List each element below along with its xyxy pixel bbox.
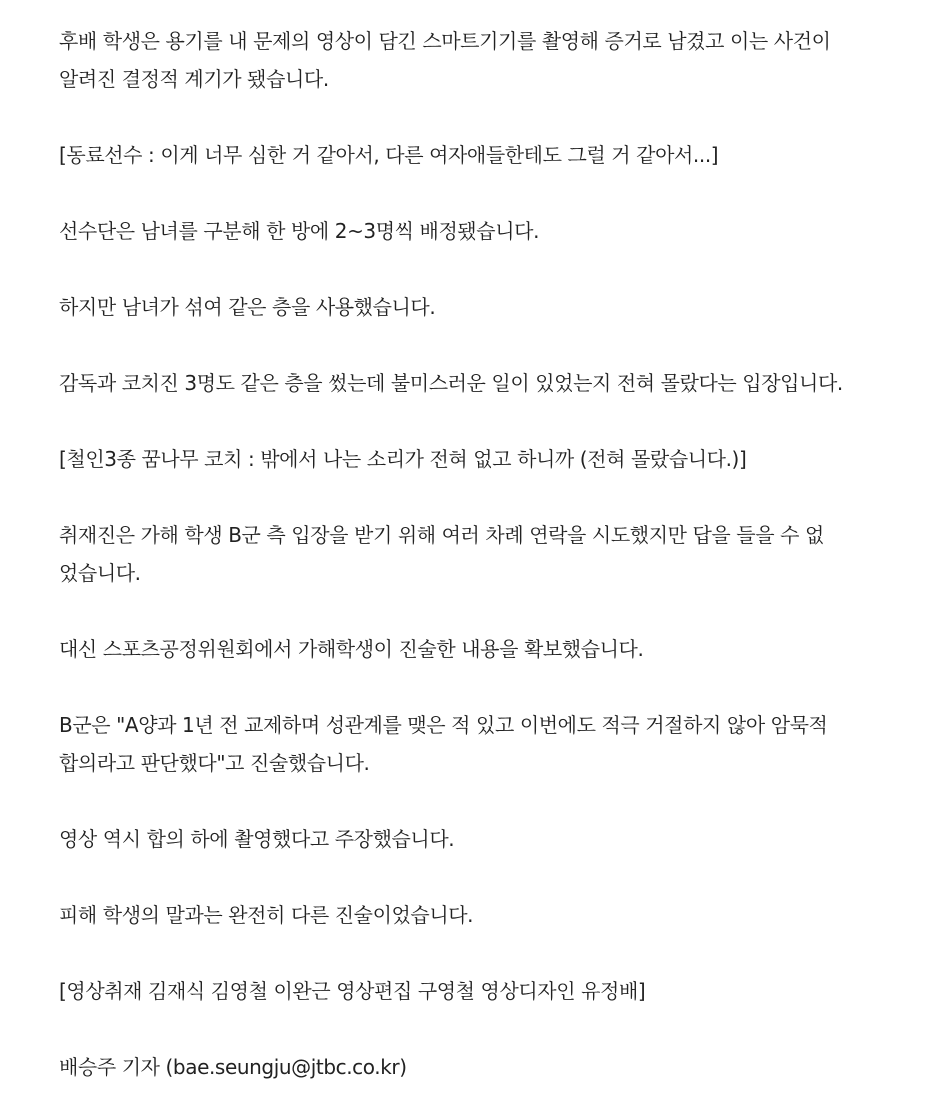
paragraph-line: [철인3종 꿈나무 코치 : 밖에서 나는 소리가 전혀 없고 하니까 (전혀 몰랐습니다.)] [59, 447, 747, 471]
paragraph-line: [영상취재 김재식 김영철 이완근 영상편집 구영철 영상디자인 유정배] [59, 979, 646, 1003]
paragraph-line: 피해 학생의 말과는 완전히 다른 진술이었습니다. [59, 903, 474, 927]
paragraph-line: 하지만 남녀가 섞여 같은 층을 사용했습니다. [59, 295, 436, 319]
paragraph-line: 대신 스포츠공정위원회에서 가해학생이 진술한 내용을 확보했습니다. [59, 637, 644, 661]
paragraph-line: 감독과 코치진 3명도 같은 층을 썼는데 불미스러운 일이 있었는지 전혀 몰랐다는 입장입니다. [59, 371, 843, 395]
paragraph-gap [59, 858, 909, 896]
paragraph-video-claim [59, 820, 909, 858]
paragraph-line: 선수단은 남녀를 구분해 한 방에 2~3명씩 배정됐습니다. [59, 219, 540, 243]
quote-teammate [59, 136, 909, 174]
paragraph-line: [동료선수 : 이게 너무 심한 거 같아서, 다른 여자애들한테도 그럴 거 같아서...] [59, 143, 719, 167]
paragraph-evidence [59, 22, 909, 98]
paragraph-gap [59, 98, 909, 136]
paragraph-line: B군은 "A양과 1년 전 교제하며 성관계를 맺은 적 있고 이번에도 적극 거절하지 않아 암묵적 [59, 713, 828, 737]
byline-text: 배승주 기자 (bae.seungju@jtbc.co.kr) [59, 1055, 407, 1079]
paragraph-line: 후배 학생은 용기를 내 문제의 영상이 담긴 스마트기기를 촬영해 증거로 남겼고 이는 사건이 [59, 29, 831, 53]
paragraph-gap [59, 934, 909, 972]
paragraph-gap [59, 326, 909, 364]
paragraph-gap [59, 174, 909, 212]
paragraph-gap [59, 402, 909, 440]
paragraph-b-statement [59, 706, 909, 782]
quote-coach [59, 440, 909, 478]
paragraph-line: 합의라고 판단했다"고 진술했습니다. [59, 751, 370, 775]
paragraph-gap [59, 250, 909, 288]
paragraph-contradiction [59, 896, 909, 934]
paragraph-statement-secured [59, 630, 909, 668]
paragraph-gap [59, 478, 909, 516]
byline [59, 1048, 909, 1086]
paragraph-gap [59, 668, 909, 706]
paragraph-gap [59, 1010, 909, 1048]
paragraph-line: 영상 역시 합의 하에 촬영했다고 주장했습니다. [59, 827, 455, 851]
paragraph-coaches-position [59, 364, 909, 402]
paragraph-line: 알려진 결정적 계기가 됐습니다. [59, 67, 329, 91]
paragraph-gap [59, 782, 909, 820]
paragraph-gap [59, 592, 909, 630]
paragraph-room-assignment [59, 212, 909, 250]
paragraph-line: 취재진은 가해 학생 B군 측 입장을 받기 위해 여러 차례 연락을 시도했지만 답을 들을 수 없 [59, 523, 824, 547]
credits [59, 972, 909, 1010]
paragraph-contact-attempt [59, 516, 909, 592]
article-body [59, 22, 909, 1086]
paragraph-shared-floor [59, 288, 909, 326]
paragraph-line: 었습니다. [59, 561, 141, 585]
